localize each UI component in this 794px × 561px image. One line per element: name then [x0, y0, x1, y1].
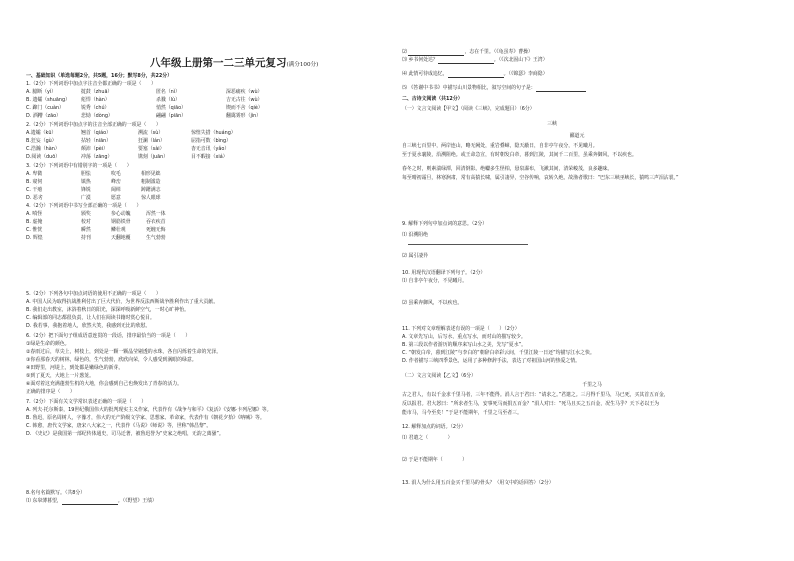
q1-b1: B. 遗孀（shuāng）	[26, 97, 70, 103]
q1-d1: D. 酒糟（zāo）	[26, 113, 61, 119]
q6-line-3: ③你看那春天的树林，绿色的，生气勃勃，欣欣向荣，令人感受到满眼的绿意。	[26, 357, 197, 363]
q8-line3-pre: ⑶ 乡书何处达？	[402, 57, 438, 63]
q8-line-5	[402, 85, 586, 92]
q5-option-d: D. 我若事，我抱着地人，欣然大笑，我感到无比的欣慰。	[26, 323, 151, 329]
q4-b4: 吞衣疾首	[146, 219, 166, 225]
q9-answer-line-1[interactable]	[408, 244, 528, 245]
passage2-line-1: 古之君人，有以千金求千里马者，三年不能得。涓人言于君曰：“请求之。”君遣之。三月得千里马，马已死，买其首五百金，	[402, 392, 669, 398]
q4-c4: 死缠无悔	[146, 227, 166, 233]
q3-b1: B. 窥伺	[26, 179, 43, 185]
q6-line-4: ④田野里，河堤上，到处都是嫩绿色的新芽。	[26, 365, 124, 371]
q8-line3-post: 。（《次北固山下》王湾）	[493, 57, 548, 63]
q2-stem: 2.（2分）下列词语中加点字的注音全部正确的一项是（ ）	[26, 122, 161, 128]
q8-line2-post: ，志在千里。（《龟虽寿》曹操）	[464, 49, 533, 55]
q3-c4: 踌躇满志	[141, 187, 161, 193]
q1-b3: 杀戮（lù）	[156, 97, 181, 103]
q2-b4: 屈指可数（bìng）	[191, 138, 232, 144]
title-text: 八年级上册第一二三单元复习	[150, 57, 287, 69]
q3-a4: 相形见绌	[141, 171, 161, 177]
q8-line-1	[26, 498, 157, 505]
q8-blank-5[interactable]	[536, 86, 586, 92]
q11-option-c: C. “朝发白帝，暮到江陵”与李白的“朝辞白帝彩云间，千里江陵一日还”均描写江水之快。	[402, 350, 595, 356]
q7-option-b: B. 鲁迅，原名周树人，字豫才，伟大的无产阶级文学家、思想家、革命家，代表作有《朝花夕拾》《呐喊》等。	[26, 415, 265, 421]
q3-a1: A. 卑微	[26, 171, 43, 177]
q4-d3: 天翻地覆	[111, 235, 131, 241]
q12-item-1: ⑴ 君遣之（ ）	[402, 435, 453, 441]
q8-line-2	[402, 49, 533, 56]
q8-blank-3[interactable]	[438, 58, 494, 64]
q8-line-3	[402, 57, 548, 64]
q2-c2: 颠沛（pèi）	[81, 146, 109, 152]
q1-a3: 匿名（nì）	[156, 89, 181, 95]
q1-a4: 深恶痛疾（wù）	[226, 89, 263, 95]
q8-line1-pre: ⑴ 东皋薄暮望，	[26, 498, 62, 504]
q4-d1: D. 辉煌	[26, 235, 43, 241]
q8-blank-1[interactable]	[62, 499, 118, 505]
q3-a2: 胆怯	[81, 171, 91, 177]
q7-option-c: C. 韩愈，唐代文学家，唐宋八大家之一，代表作《马说》《师说》等，世称“韩昌黎”。	[26, 423, 212, 429]
q4-c1: C. 惟恍	[26, 227, 43, 233]
q6-line-6: ⑥面对着这充满蓬勃生机的大地，你会感到自己也焕发出了青春的活力。	[26, 381, 182, 387]
q2-d1: D.阅读（duō）	[26, 154, 61, 160]
q3-c3: 阔绰	[111, 187, 121, 193]
q3-b4: 粗制滥造	[141, 179, 161, 185]
q4-b2: 校对	[81, 219, 91, 225]
q9-item-1: ⑴ 沿溯阻绝	[402, 232, 429, 238]
passage1-author: 郦道元	[569, 133, 585, 139]
q3-d2: 广漠	[81, 195, 91, 201]
section1-header: 一、基础知识（单选每题2分，共5题，16分；默写8分，共22分）	[26, 73, 173, 79]
q8-line2-pre: ⑵	[402, 49, 409, 55]
q1-c3: 悄然（qiāo）	[156, 105, 187, 111]
q1-a2: 挝鼓（zhuā）	[81, 89, 113, 95]
q3-b3: 峰峦	[111, 179, 121, 185]
q2-b2: 拈轻（niān）	[81, 138, 112, 144]
q4-a3: 参心动魄	[111, 211, 131, 217]
q1-c1: C. 蹿门（cuàn）	[26, 105, 64, 111]
q4-d4: 生气勃勃	[146, 235, 166, 241]
q3-d3: 愿意	[111, 195, 121, 201]
q3-c1: C. 干瘪	[26, 187, 43, 193]
q5-option-a: A. 中国人民为取得抗战胜利付出了巨大代价，为世界反法西斯战争胜利作出了重大贡献。	[26, 299, 219, 305]
q6-line-5: ⑤到了夏天，大地上一片葱茏。	[26, 373, 94, 379]
q4-a1: A. 嗔怪	[26, 211, 43, 217]
q3-d4: 惊人眼球	[141, 195, 161, 201]
q9-item-2: ⑵ 属引凄异	[402, 253, 429, 259]
q7-option-d: D. 《史记》是我国第一部纪传体通史，司马迁著，被鲁迅誉为“史家之绝唱，无韵之离骚”。	[26, 431, 224, 437]
sub1-header: （一）文言文阅读【甲文】（阅读《三峡》，完成题目）（6分）	[402, 106, 535, 112]
title-note: (满分100分)	[286, 62, 319, 68]
q8-line5-pre: ⑸ 《答谢中书书》中描写山川景物相比，叙写空间的句子是：	[402, 85, 536, 91]
q2-d2: 冲荡（zāng）	[81, 154, 113, 160]
q10-stem: 10. 用现代汉语翻译下列句子。（2分）	[402, 270, 486, 276]
q1-d2: 悲恸（dòng）	[81, 113, 113, 119]
q3-b2: 镇热	[81, 179, 91, 185]
q1-d3: 翩翩（piān）	[156, 113, 187, 119]
q11-option-d: D. 作者描写三峡四季景色，运用了多种修辞手法，表达了对祖国山河的热爱之情。	[402, 358, 581, 364]
q11-option-a: A. 文章先写山，后写水，重点写水，而对山的描写较少。	[402, 334, 526, 340]
q2-d4: 目不暇接（xiá）	[191, 154, 228, 160]
q2-b1: B.狂妄（gù）	[26, 138, 57, 144]
q11-option-b: B. 第三段以作者游历的顺序来写山水之美，先写“夏水”。	[402, 342, 527, 348]
q8-line-4	[402, 71, 548, 78]
q4-c3: 鳞壮观	[111, 227, 126, 233]
q1-c2: 锐秀（chú）	[81, 105, 110, 111]
q1-stem: 1.（2分）下列词语中加点字注音全都正确的一项是（ ）	[26, 81, 157, 87]
q8-line4-pre: ⑷ 此情可待成追忆，	[402, 71, 448, 77]
q7-option-a: A. 列夫·托尔斯泰，19世纪俄国伟大的批判现实主义作家，代表作有《战争与和平》《复活》《安娜·卡列尼娜》等。	[26, 407, 272, 413]
q1-b2: 彪悍（hàn）	[81, 97, 110, 103]
page-title	[150, 55, 318, 70]
q13-stem: 13. 涓人为什么用五百金买千里马的骨头？（用文中的话回答）（2分）	[402, 480, 554, 486]
q10-item-2: ⑵ 虽乘奔御风，不以疾也。	[402, 300, 463, 306]
q3-stem: 3.（2分）下列词语中有错别字的一项是（ ）	[26, 163, 132, 169]
q2-c4: 杳无音讯（yǎo）	[191, 146, 230, 152]
q5-stem: 5.（2分）下列各句中加点词语的使用不正确的一项是（ ）	[26, 291, 161, 297]
q12-item-2: ⑵ 于是不能期年（ ）	[402, 457, 468, 463]
q8-stem: 8.名句名篇默写。（共8分）	[26, 490, 86, 496]
q12-stem: 12. 解释加点的词语。（2分）	[402, 424, 466, 430]
q2-a4: 惊惶失措（huáng）	[191, 130, 236, 136]
q3-d1: D. 恶劣	[26, 195, 43, 201]
q4-a4: 浑然一体	[146, 211, 166, 217]
q1-a1: A. 臆断（yì）	[26, 89, 57, 95]
q1-d4: 翻霭雾形（jìn）	[226, 113, 262, 119]
q3-c2: 锋锐	[81, 187, 91, 193]
passage2-title: 千里之马	[582, 382, 602, 388]
q10-item-1: ⑴ 自非亭午夜分，不见曦月。	[402, 278, 468, 284]
sub2-header: （二）文言文阅读【乙文】（6分）	[402, 373, 477, 379]
q8-line4-post: 。（《锦瑟》李商隐）	[503, 71, 548, 77]
q4-b3: 钢筋铁骨	[111, 219, 131, 225]
passage1-para-4: 每至晴初霜旦，林寒涧肃，常有高猿长啸，属引凄异，空谷传响，哀转久绝。故渔者歌曰：“巴东三峡巫峡长，猿鸣三声泪沾裳。”	[402, 175, 679, 181]
q4-a2: 颁奖	[81, 211, 91, 217]
q8-blank-2[interactable]	[408, 50, 464, 56]
q11-stem: 11. 下列对文章理解表述有误的一项是（ ）（2分）	[402, 326, 520, 332]
q6-line-1: ①绿是生命的颜色。	[26, 341, 70, 347]
q6-line-2: ②春雨过后，草尖上，树枝上，到处是一颗一颗晶莹剔透的水珠，各自闪烁着生命的光泽。	[26, 349, 222, 355]
q8-line1-post: 。（《野望》王绩）	[117, 498, 157, 504]
q4-b1: B. 虚掩	[26, 219, 43, 225]
q2-c3: 要塞（sài）	[138, 146, 165, 152]
passage1-para-3: 春冬之时，则素湍绿潭，回清倒影。绝巘多生怪柏，悬泉瀑布，飞漱其间，清荣峻茂，良多趣味。	[402, 166, 613, 172]
q2-a2: 翘首（qiáo）	[81, 130, 112, 136]
q4-d2: 持刊	[81, 235, 91, 241]
q2-a1: A.遗孀（kū）	[26, 130, 57, 136]
q2-c1: C.浩瀚（hàn）	[26, 146, 60, 152]
q4-c2: 瞬然	[81, 227, 91, 233]
passage2-line-3: 能市马，马今至矣！”于是不能期年，千里之马至者三。	[402, 410, 522, 416]
q4-stem: 4.（2分）下列词语中书写全部正确的一项是（ ）	[26, 203, 142, 209]
q8-blank-4[interactable]	[448, 72, 504, 78]
passage1-para-2: 至于夏水襄陵，沿溯阻绝。或王命急宣，有时朝发白帝，暮到江陵，其间千二百里，虽乘奔御风，不以疾也。	[402, 152, 637, 158]
q2-b3: 狂澜（lán）	[138, 138, 166, 144]
q2-a3: 溯流（sù）	[138, 130, 164, 136]
q6-stem: 6.（2分）把下面句子组成语意连贯的一段话，排序最恰当的一项是（ ）	[26, 333, 191, 339]
q6-answer-prompt: 正确的排序是（ ）	[26, 389, 75, 395]
passage2-line-2: 反以报君。君大怒曰：“所求者生马，安事死马而捐五百金？”涓人对曰：“死马且买之五百金，况生马乎？天下必以王为	[402, 401, 660, 407]
q9-stem: 9. 解释下列句中加点词的意思。（2分）	[402, 221, 488, 227]
passage1-para-1: 自三峡七百里中，两岸连山，略无阙处，重岩叠嶂，隐天蔽日，自非亭午夜分，不见曦月。	[402, 143, 598, 149]
q5-option-c: C. 编辑部的同志都很负责，让人们在阅读书籍时赏心悦目。	[26, 315, 155, 321]
passage1-title: 三峡	[547, 121, 557, 127]
q1-b4: 吉无古往（wù）	[226, 97, 263, 103]
section2-header: 二、古诗文阅读（共12分）	[402, 96, 463, 102]
q2-d3: 镌刻（juān）	[138, 154, 169, 160]
q5-option-b: B. 我们走出教室，沐浴着秋日的阳光，深深呼吸新鲜空气，一时心旷神怡。	[26, 307, 189, 313]
q7-stem: 7.（2分）下面有关文学常识表述正确的一项是（ ）	[26, 399, 147, 405]
q3-a3: 吹毛	[111, 171, 121, 177]
q1-c4: 锲而不舍（qiè）	[226, 105, 263, 111]
